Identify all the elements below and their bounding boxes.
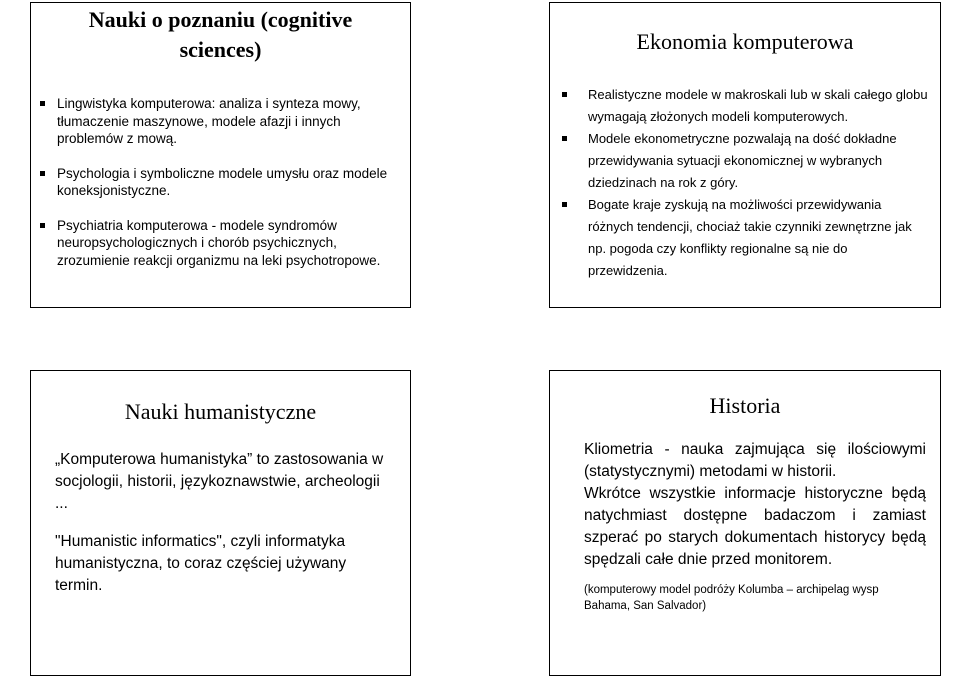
bullet-square-icon [40, 171, 45, 176]
slide-title: Nauki o poznaniu (cognitive sciences) [88, 7, 353, 62]
slide-history [549, 370, 941, 676]
slide-body [55, 449, 388, 613]
footnote: (komputerowy model podróży Kolumba – archipelag wysp Bahama, San Salvador) [584, 584, 879, 612]
bullet-square-icon [40, 101, 45, 106]
list-item-text: Psychiatria komputerowa - modele syndromów neuropsychologicznych i chorób psychicznych, zrozumienie reakcji organizmu na leki psychotropowe. [57, 217, 381, 268]
slide-humanities [30, 370, 411, 676]
list-item [57, 165, 392, 200]
paragraph: Kliometria - nauka zajmująca się ilościowymi (statystycznymi) metodami w historii. [584, 441, 926, 480]
bullet-list [588, 84, 930, 282]
list-item [588, 84, 930, 128]
slide-title: Historia [709, 393, 781, 418]
paragraph: Wkrótce wszystkie informacje historyczne będą natychmiast dostępne badaczom i zamiast szperać po starych dokumentach historycy będą spędzali całe dnie przed monitorem. [584, 485, 926, 568]
paragraph: „Komputerowa humanistyka” to zastosowania w socjologii, historii, językoznawstwie, archeologii ... [55, 451, 384, 512]
bullet-square-icon [562, 202, 567, 207]
slide-body [584, 439, 926, 571]
list-item-text: Modele ekonometryczne pozwalają na dość dokładne przewidywania sytuacji ekonomicznej w wybranych dziedzinach na rok z góry. [588, 131, 897, 190]
list-item-text: Lingwistyka komputerowa: analiza i synteza mowy, tłumaczenie maszynowe, modele afazji i innych problemów z mową. [57, 96, 361, 146]
list-item [588, 194, 930, 282]
slide-cognitive-sciences [30, 2, 411, 308]
bullet-list [57, 95, 392, 286]
list-item-text: Realistyczne modele w makroskali lub w skali całego globu wymagają złożonych modeli komputerowych. [588, 87, 928, 124]
slide-computational-economics [549, 2, 941, 308]
slide-title: Nauki humanistyczne [124, 399, 317, 424]
paragraph: "Humanistic informatics", czyli informatyka humanistyczna, to coraz częściej używany termin. [55, 533, 347, 594]
bullet-square-icon [562, 92, 567, 97]
bullet-square-icon [562, 136, 567, 141]
list-item [57, 95, 392, 148]
bullet-square-icon [40, 223, 45, 228]
list-item [588, 128, 930, 194]
list-item [57, 217, 392, 270]
slide-title: Ekonomia komputerowa [636, 29, 854, 54]
list-item-text: Psychologia i symboliczne modele umysłu oraz modele koneksjonistyczne. [57, 165, 388, 198]
list-item-text: Bogate kraje zyskują na możliwości przewidywania różnych tendencji, chociaż takie czynniki zewnętrzne jak np. pogoda czy konflikty regionalne są nie do przewidzenia. [588, 197, 912, 278]
